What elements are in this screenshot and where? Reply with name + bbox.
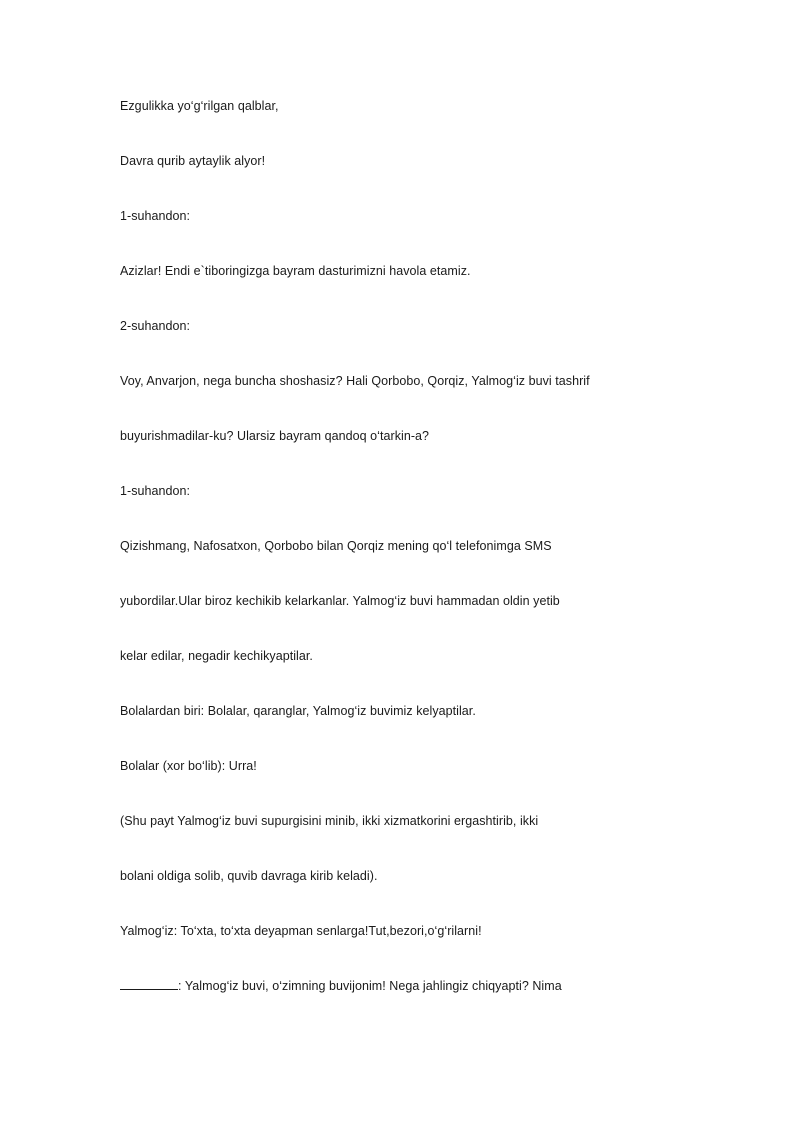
text-line-15: bolani oldiga solib, quvib davraga kirib keladi). [120,869,378,883]
text-line-16: Yalmog‘iz: To‘xta, to‘xta deyapman senlarga!Tut,bezori,o‘g‘rilarni! [120,924,482,938]
text-line-17 [120,978,562,994]
text-line-13: Bolalar (xor bo‘lib): Urra! [120,759,257,773]
text-line-7: buyurishmadilar-ku? Ularsiz bayram qandoq o‘tarkin-a? [120,429,430,443]
text-line-14: (Shu payt Yalmog‘iz buvi supurgisini minib, ikki xizmatkorini ergashtirib, ikki [120,814,539,828]
text-line-4: Azizlar! Endi e`tiboringizga bayram dasturimizni havola etamiz. [120,264,471,278]
text-line-9: Qizishmang, Nafosatxon, Qorbobo bilan Qorqiz mening qo‘l telefonimga SMS [120,539,552,553]
text-line-6: Voy, Anvarjon, nega buncha shoshasiz? Hali Qorbobo, Qorqiz, Yalmog‘iz buvi tashrif [120,374,590,388]
text-line-17-suffix: : Yalmog‘iz buvi, o‘zimning buvijonim! Nega jahlingiz chiqyapti? Nima [178,979,562,993]
text-line-11: kelar edilar, negadir kechikyaptilar. [120,649,313,663]
text-line-12: Bolalardan biri: Bolalar, qaranglar, Yalmog‘iz buvimiz kelyaptilar. [120,704,476,718]
text-line-1: Ezgulikka yo‘g‘rilgan qalblar, [120,99,279,113]
fill-in-blank [120,978,178,990]
text-line-5: 2-suhandon: [120,319,191,333]
text-line-3: 1-suhandon: [120,209,191,223]
text-line-2: Davra qurib aytaylik alyor! [120,154,266,168]
text-line-10: yubordilar.Ular biroz kechikib kelarkanlar. Yalmog‘iz buvi hammadan oldin yetib [120,594,560,608]
text-line-8: 1-suhandon: [120,484,191,498]
